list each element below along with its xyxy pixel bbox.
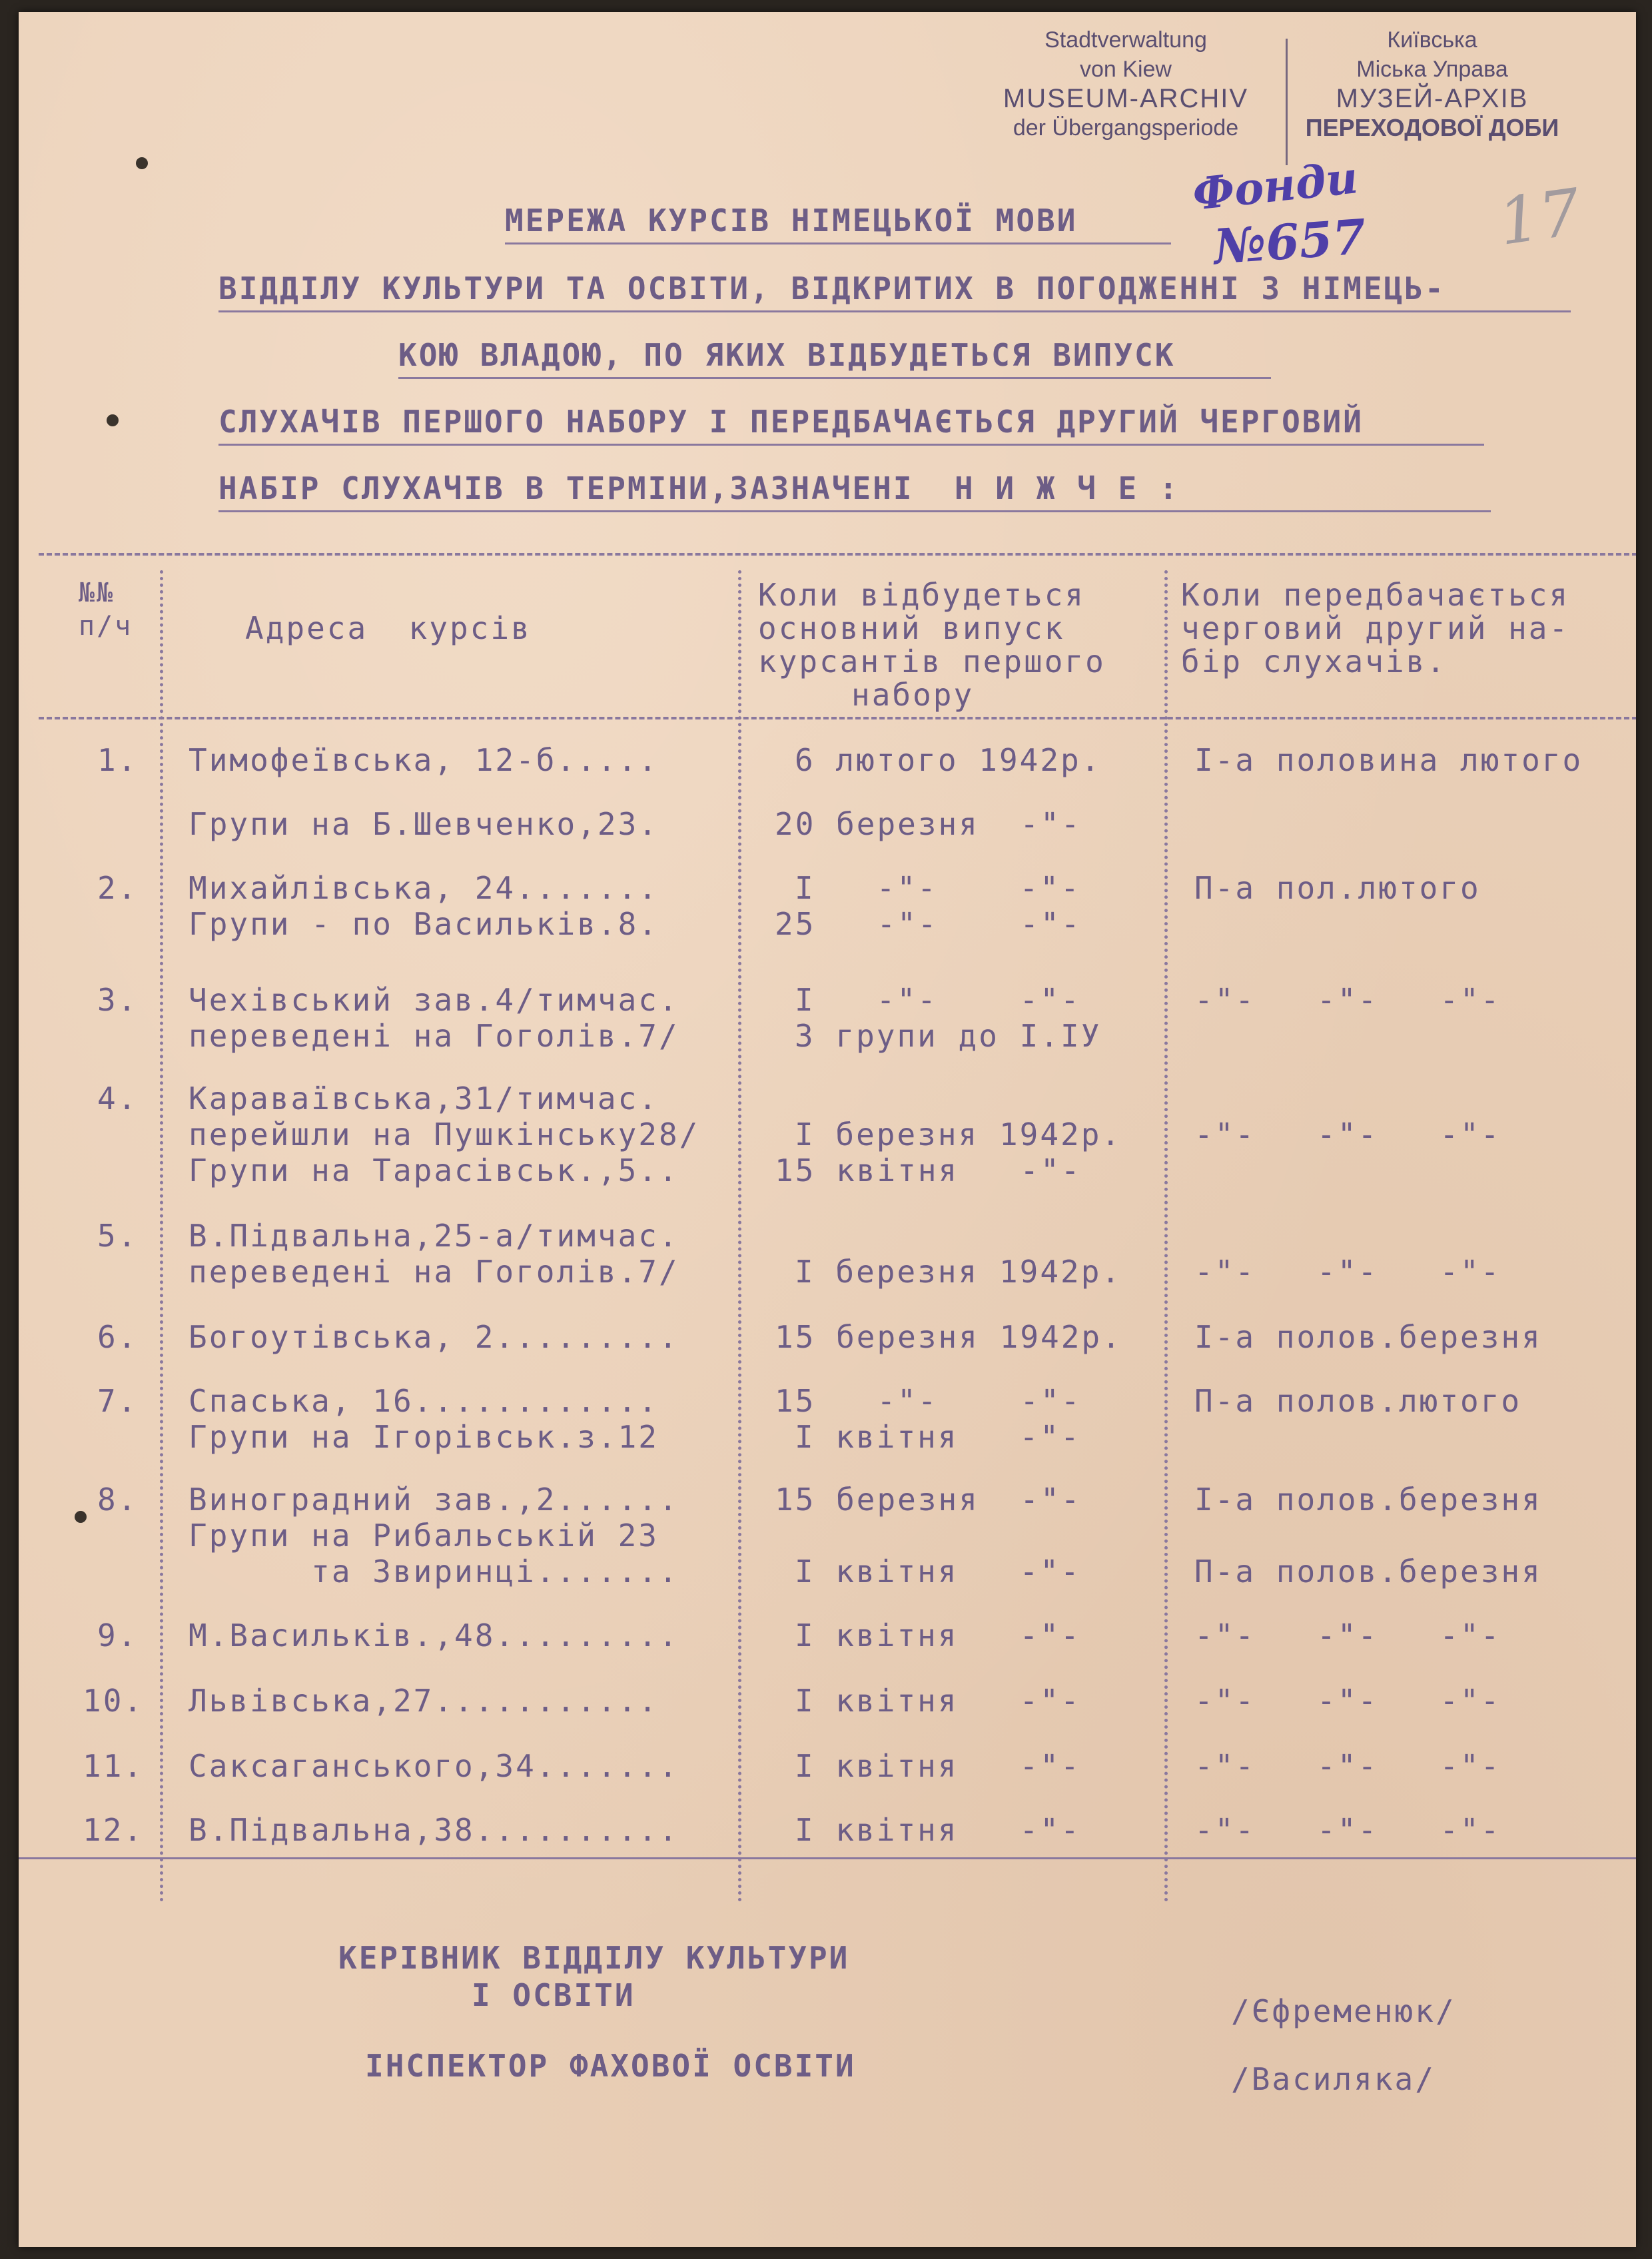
row-graduation: 15 березня 1942р. <box>775 1319 1122 1355</box>
stamp-ukrainian-side <box>1292 25 1572 143</box>
row-address: Групи на Ігорівськ.з.12 <box>189 1419 659 1455</box>
column-divider-2 <box>738 570 741 1903</box>
punch-hole <box>136 157 148 169</box>
column-divider-1 <box>160 570 163 1903</box>
row-graduation: І -"- -"- <box>795 982 1081 1018</box>
title-line-4: СЛУХАЧІВ ПЕРШОГО НАБОРУ І ПЕРЕДБАЧАЄТЬСЯ ДРУГИЙ ЧЕРГОВИЙ <box>218 404 1364 440</box>
stamp-divider <box>1286 39 1288 165</box>
row-number: 7. <box>97 1383 139 1419</box>
row-address: перейшли на Пушкінську28/ <box>189 1117 700 1152</box>
title-line-3: КОЮ ВЛАДОЮ, ПО ЯКИХ ВІДБУДЕТЬСЯ ВИПУСК <box>398 337 1176 373</box>
row-graduation: І квітня -"- <box>795 1617 1081 1653</box>
header-second-line-3: бір слухачів. <box>1181 644 1447 679</box>
row-address: Тимофеївська, 12-б..... <box>189 742 659 778</box>
row-address: та Звиринці....... <box>189 1554 679 1589</box>
stamp-german-side <box>973 25 1279 143</box>
row-graduation: І квітня -"- <box>795 1683 1081 1719</box>
row-number: 8. <box>97 1482 139 1518</box>
header-second-line-1: Коли передбачається <box>1181 577 1570 613</box>
row-second-intake: -"- -"- -"- <box>1194 1812 1501 1848</box>
row-second-intake: П-а пол.лютого <box>1194 870 1481 906</box>
title-line-1: МЕРЕЖА КУРСІВ НІМЕЦЬКОЇ МОВИ <box>505 203 1078 238</box>
column-divider-3 <box>1164 570 1168 1903</box>
table-bottom-rule <box>19 1857 1636 1859</box>
head-name: /Єфременюк/ <box>1231 1993 1456 2029</box>
row-second-intake: -"- -"- -"- <box>1194 982 1501 1018</box>
row-graduation: 3 групи до І.ІУ <box>795 1018 1102 1054</box>
row-number: 4. <box>97 1081 139 1117</box>
header-num-line-2: п/ч <box>79 611 133 642</box>
row-address: Групи на Тарасівськ.,5.. <box>189 1152 679 1188</box>
row-graduation: 25 -"- -"- <box>775 906 1082 942</box>
row-address: В.Підвальна,25-а/тимчас. <box>189 1218 679 1254</box>
title-underline-1 <box>505 242 1171 244</box>
row-address: переведені на Гоголів.7/ <box>189 1018 679 1054</box>
header-graduation-line-2: основний випуск <box>758 610 1065 646</box>
header-num-line-1: №№ <box>79 578 115 608</box>
row-address: Саксаганського,34....... <box>189 1748 679 1784</box>
stamp-german-line-3: MUSEUM-ARCHIV <box>1003 84 1249 113</box>
row-second-intake: П-а полов.березня <box>1194 1554 1542 1589</box>
row-graduation: І -"- -"- <box>795 870 1081 906</box>
row-second-intake: -"- -"- -"- <box>1194 1617 1501 1653</box>
row-number: 5. <box>97 1218 139 1254</box>
title-line-5: НАБІР СЛУХАЧІВ В ТЕРМІНИ,ЗАЗНАЧЕНІ Н И Ж Ч Е : <box>218 470 1180 506</box>
row-graduation: І квітня -"- <box>795 1419 1081 1455</box>
row-graduation: І квітня -"- <box>795 1812 1081 1848</box>
row-second-intake: І-а полов.березня <box>1194 1319 1542 1355</box>
inspector-title: ІНСПЕКТОР ФАХОВОЇ ОСВІТИ <box>365 2048 856 2084</box>
row-graduation: 20 березня -"- <box>775 806 1082 842</box>
row-address: Чехівський зав.4/тимчас. <box>189 982 679 1018</box>
table-top-rule <box>39 553 1636 556</box>
title-underline-5 <box>218 510 1491 512</box>
document-page <box>19 12 1636 2247</box>
archive-stamp <box>973 25 1612 167</box>
row-graduation: І березня 1942р. <box>795 1254 1122 1290</box>
row-second-intake: І-а половина лютого <box>1194 742 1583 778</box>
row-second-intake: П-а полов.лютого <box>1194 1383 1522 1419</box>
row-number: 1. <box>97 742 139 778</box>
stamp-german-line-2: von Kiew <box>1080 57 1172 82</box>
row-address: Львівська,27........... <box>189 1683 659 1719</box>
row-address: М.Васильків.,48......... <box>189 1617 679 1653</box>
header-graduation-line-4: набору <box>851 677 975 713</box>
stamp-german-line-1: Stadtverwaltung <box>1044 27 1207 53</box>
head-title-line-1: КЕРІВНИК ВІДДІЛУ КУЛЬТУРИ <box>338 1940 850 1976</box>
row-number: 10. <box>83 1683 145 1719</box>
stamp-ukrainian-line-4: ПЕРЕХОДОВОЇ ДОБИ <box>1305 114 1559 141</box>
row-address: Богоутівська, 2......... <box>189 1319 679 1355</box>
title-underline-3 <box>398 377 1271 379</box>
row-address: Михайлівська, 24....... <box>189 870 659 906</box>
row-graduation: І березня 1942р. <box>795 1117 1122 1152</box>
row-address: переведені на Гоголів.7/ <box>189 1254 679 1290</box>
row-address: Групи на Б.Шевченко,23. <box>189 806 659 842</box>
punch-hole <box>75 1511 87 1523</box>
fond-label-handwritten: Фонди <box>1190 151 1361 221</box>
row-second-intake: -"- -"- -"- <box>1194 1683 1501 1719</box>
row-address: Караваївська,31/тимчас. <box>189 1081 659 1117</box>
table-header-rule <box>39 717 1636 719</box>
row-number: 3. <box>97 982 139 1018</box>
row-number: 12. <box>83 1812 145 1848</box>
title-underline-4 <box>218 444 1484 446</box>
header-graduation-line-3: курсантів першого <box>758 644 1106 679</box>
header-second-line-2: черговий другий на- <box>1181 610 1570 646</box>
row-graduation: 15 -"- -"- <box>775 1383 1082 1419</box>
header-address: Адреса курсів <box>245 610 532 646</box>
row-second-intake: -"- -"- -"- <box>1194 1254 1501 1290</box>
row-second-intake: І-а полов.березня <box>1194 1482 1542 1518</box>
row-second-intake: -"- -"- -"- <box>1194 1117 1501 1152</box>
row-address: Спаська, 16............ <box>189 1383 659 1419</box>
row-address: В.Підвальна,38.......... <box>189 1812 679 1848</box>
row-graduation: І квітня -"- <box>795 1748 1081 1784</box>
row-graduation: 15 квітня -"- <box>775 1152 1082 1188</box>
sheet-number-pencil: 17 <box>1493 175 1585 260</box>
punch-hole <box>107 414 119 426</box>
head-title-line-2: І ОСВІТИ <box>472 1977 635 2013</box>
stamp-ukrainian-line-2: Міська Управа <box>1356 57 1508 82</box>
row-address: Виноградний зав.,2...... <box>189 1482 679 1518</box>
row-number: 9. <box>97 1617 139 1653</box>
row-number: 2. <box>97 870 139 906</box>
row-second-intake: -"- -"- -"- <box>1194 1748 1501 1784</box>
row-number: 6. <box>97 1319 139 1355</box>
stamp-ukrainian-line-3: МУЗЕЙ-АРХІВ <box>1336 84 1529 113</box>
stamp-ukrainian-line-1: Київська <box>1387 27 1477 53</box>
fond-number-handwritten: №657 <box>1212 208 1368 275</box>
row-graduation: 6 лютого 1942р. <box>795 742 1102 778</box>
inspector-name: /Василяка/ <box>1231 2061 1436 2097</box>
title-line-2: ВІДДІЛУ КУЛЬТУРИ ТА ОСВІТИ, ВІДКРИТИХ В ПОГОДЖЕННІ З НІМЕЦЬ- <box>218 270 1446 306</box>
header-graduation-line-1: Коли відбудеться <box>758 577 1086 613</box>
stamp-german-line-4: der Übergangsperiode <box>1013 115 1239 141</box>
title-underline-2 <box>218 310 1571 312</box>
row-graduation: 15 березня -"- <box>775 1482 1082 1518</box>
row-address: Групи на Рибальській 23 <box>189 1518 659 1554</box>
row-number: 11. <box>83 1748 145 1784</box>
row-address: Групи - по Васильків.8. <box>189 906 659 942</box>
row-graduation: І квітня -"- <box>795 1554 1081 1589</box>
